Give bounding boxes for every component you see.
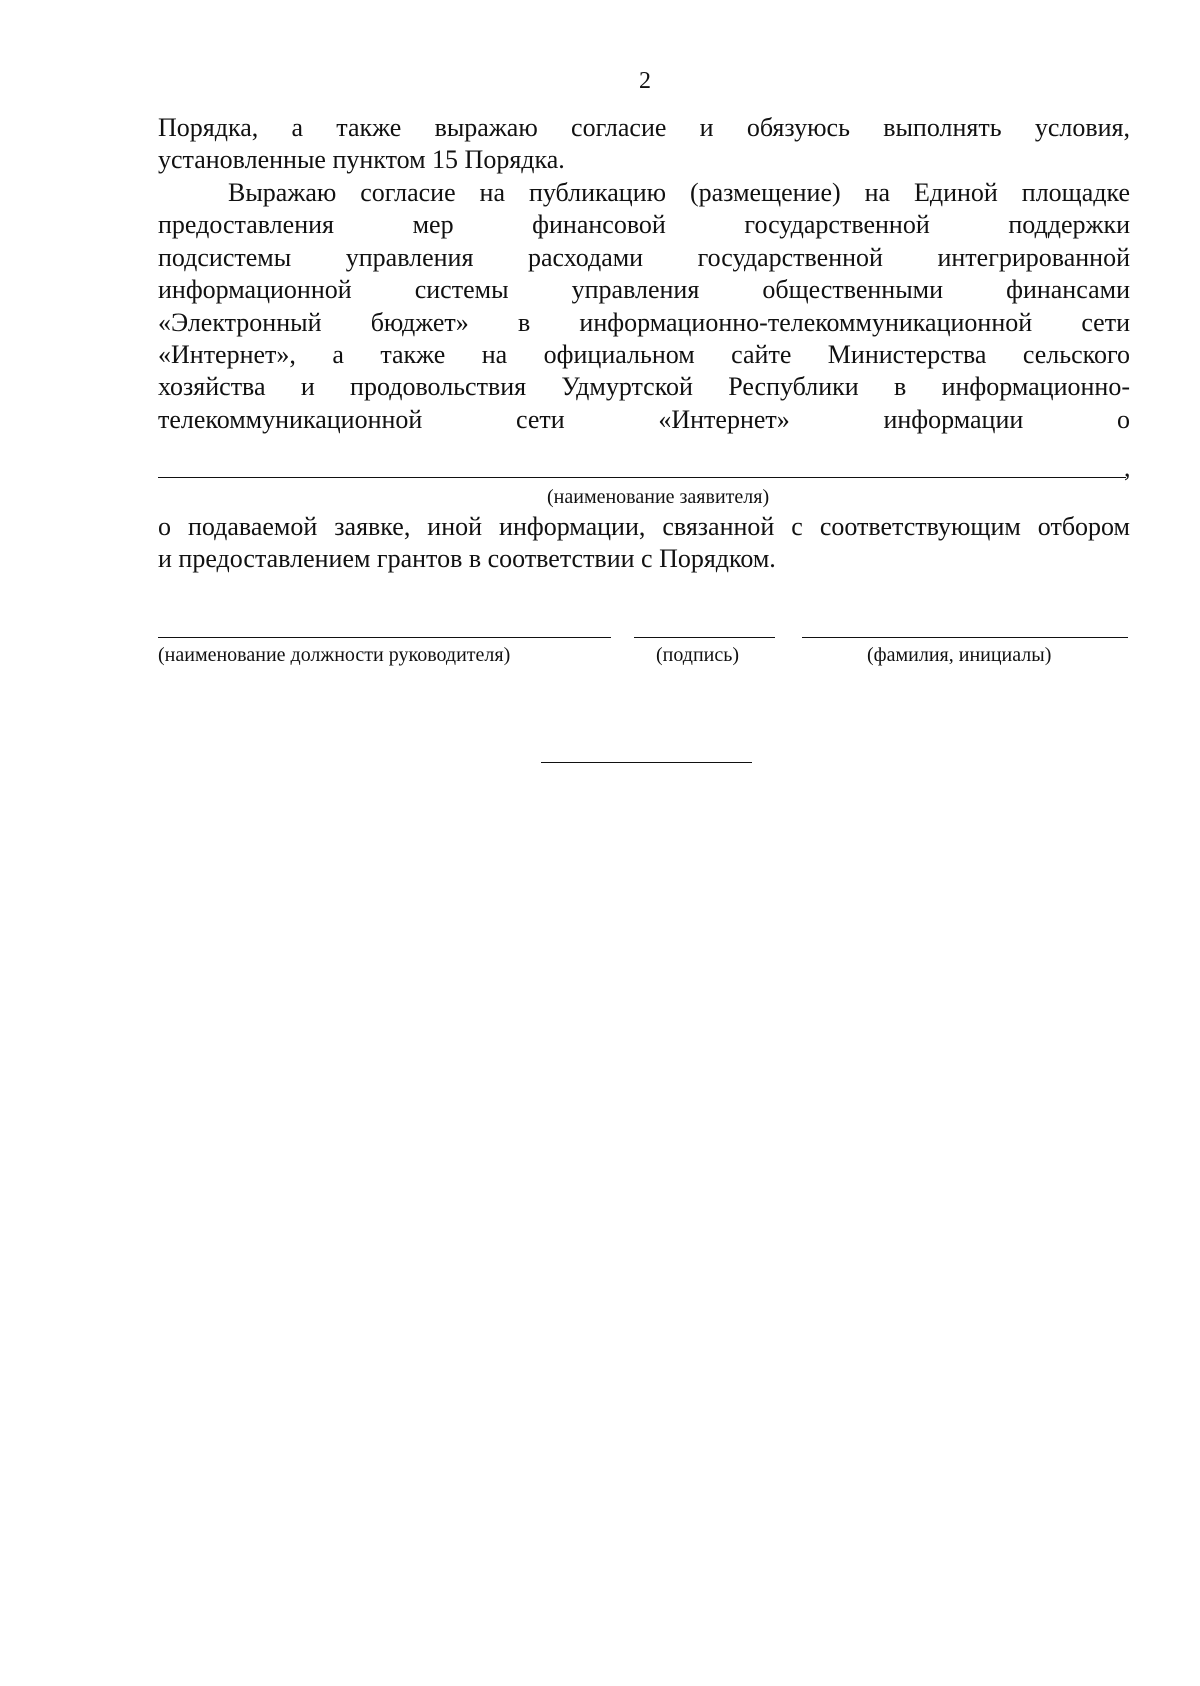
- text-line: установленные пунктом 15 Порядка.: [158, 145, 565, 175]
- text-line: информационной системы управления общественными финансами: [158, 275, 1130, 305]
- paragraph-consent: [158, 177, 1130, 436]
- name-signature-line: [802, 637, 1128, 638]
- text-line: и предоставлением грантов в соответствии с Порядком.: [158, 544, 776, 574]
- position-signature-line: [158, 637, 611, 638]
- text-line: подсистемы управления расходами государственной интегрированной: [158, 242, 1130, 272]
- text-line: Выражаю согласие на публикацию (размещение) на Единой площадке: [228, 178, 1130, 207]
- text-line: Порядка, а также выражаю согласие и обязуюсь выполнять условия,: [158, 113, 1130, 142]
- paragraph-application-info: [158, 511, 1130, 576]
- page-number: 2: [639, 68, 651, 94]
- applicant-caption: (наименование заявителя): [547, 486, 770, 508]
- signature-caption: (подпись): [656, 644, 740, 666]
- signature-line: [634, 637, 775, 638]
- text-line: «Электронный бюджет» в информационно-телекоммуникационной сети: [158, 307, 1130, 337]
- position-caption: (наименование должности руководителя): [158, 644, 511, 666]
- paragraph-continuation: [158, 112, 1130, 177]
- text-line: о подаваемой заявке, иной информации, связанной с соответствующим отбором: [158, 512, 1130, 541]
- text-line: предоставления мер финансовой государственной поддержки: [158, 210, 1130, 240]
- closing-separator-line: [541, 762, 752, 763]
- text-line: телекоммуникационной сети «Интернет» информации о: [158, 404, 1130, 434]
- name-caption: (фамилия, инициалы): [867, 644, 1052, 666]
- text-line: хозяйства и продовольствия Удмуртской Республики в информационно-: [158, 372, 1130, 402]
- applicant-name-line: [158, 477, 1126, 478]
- text-line: «Интернет», а также на официальном сайте Министерства сельского: [158, 340, 1130, 370]
- applicant-line-comma: ,: [1124, 453, 1131, 482]
